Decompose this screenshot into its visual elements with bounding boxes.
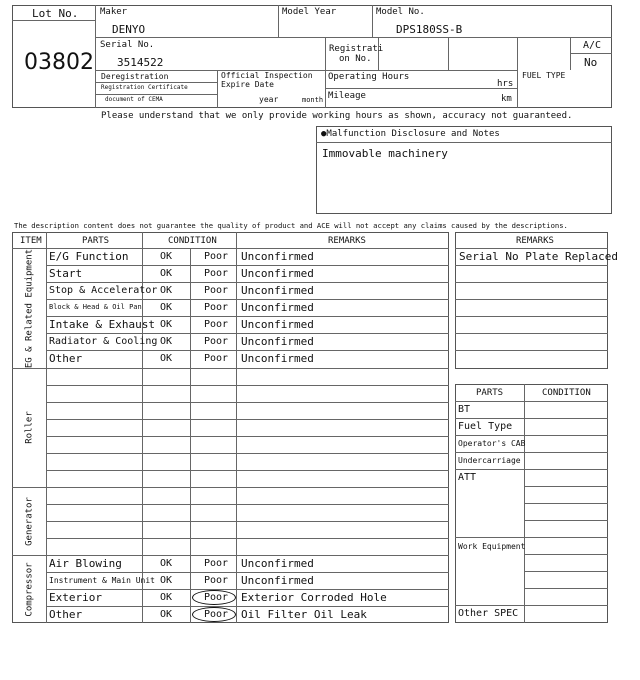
document-cema-label: document of CEMA — [105, 96, 163, 103]
right-part-work-equipment: Work Equipment — [458, 542, 526, 551]
poor-circle-mark — [192, 607, 236, 622]
section-roller-label: Roller — [24, 411, 35, 444]
month-label: month — [302, 96, 324, 104]
header-block — [12, 5, 612, 108]
serial-label: Serial No. — [100, 40, 155, 50]
mileage-label: Mileage — [328, 91, 366, 101]
registration-label: Registrati — [329, 44, 384, 54]
header-condition: CONDITION — [168, 236, 217, 246]
poor-circle-mark — [192, 590, 236, 605]
maker-label: Maker — [100, 7, 128, 17]
deregistration-label: Deregistration — [101, 72, 169, 81]
model-year-label: Model Year — [282, 7, 337, 17]
malfunction-box — [316, 126, 612, 214]
right-part-att: ATT — [458, 472, 477, 483]
section-generator-label: Generator — [24, 497, 35, 546]
model-no-value: DPS180SS-B — [396, 23, 463, 36]
lot-number: 03802 — [24, 50, 94, 75]
working-hours-notice: Please understand that we only provide working hours as shown, accuracy not guaranteed. — [101, 111, 573, 121]
operating-hours-label: Operating Hours — [328, 72, 410, 82]
right-part-fuel-type: Fuel Type — [458, 421, 513, 432]
section-compressor-label: Compressor — [24, 562, 35, 617]
right-condition-header: CONDITION — [542, 388, 591, 398]
header-parts: PARTS — [82, 236, 110, 246]
expire-date-label: Expire Date — [221, 80, 274, 89]
year-label: year — [259, 95, 279, 104]
ac-label: A/C — [583, 40, 602, 51]
section-eg-label: EG & Related Equipment — [24, 248, 35, 369]
fuel-type-label: FUEL TYPE — [522, 71, 566, 80]
disclaimer-text: The description content does not guarantee the quality of product and ACE will not accept any claims caused by the descriptions. — [14, 221, 568, 230]
right-part-other-spec: Other SPEC — [458, 608, 519, 619]
right-part-undercarriage: Undercarriage — [458, 456, 521, 465]
header-remarks-right: REMARKS — [516, 236, 554, 246]
registration-certificate-label: Registration Certificate — [101, 84, 188, 91]
right-part-bt: BT — [458, 404, 471, 415]
model-no-label: Model No. — [376, 7, 425, 17]
malfunction-title: ●Malfunction Disclosure and Notes — [321, 129, 500, 139]
inspection-label: Official Inspection — [221, 71, 313, 80]
header-item: ITEM — [20, 236, 42, 246]
header-remarks: REMARKS — [328, 236, 366, 246]
serial-value: 3514522 — [117, 56, 164, 69]
right-parts-header: PARTS — [476, 388, 504, 398]
ac-value: No — [584, 56, 598, 69]
registration-label-2: on No. — [339, 54, 372, 64]
hrs-label: hrs — [497, 79, 514, 89]
right-remark-0: Serial No Plate Replaced — [459, 250, 618, 263]
km-label: km — [501, 94, 512, 104]
maker-value: DENYO — [112, 23, 146, 36]
malfunction-text: Immovable machinery — [322, 147, 448, 160]
lot-label: Lot No. — [32, 7, 79, 20]
right-part-operator-cab: Operator's CAB — [458, 439, 526, 448]
